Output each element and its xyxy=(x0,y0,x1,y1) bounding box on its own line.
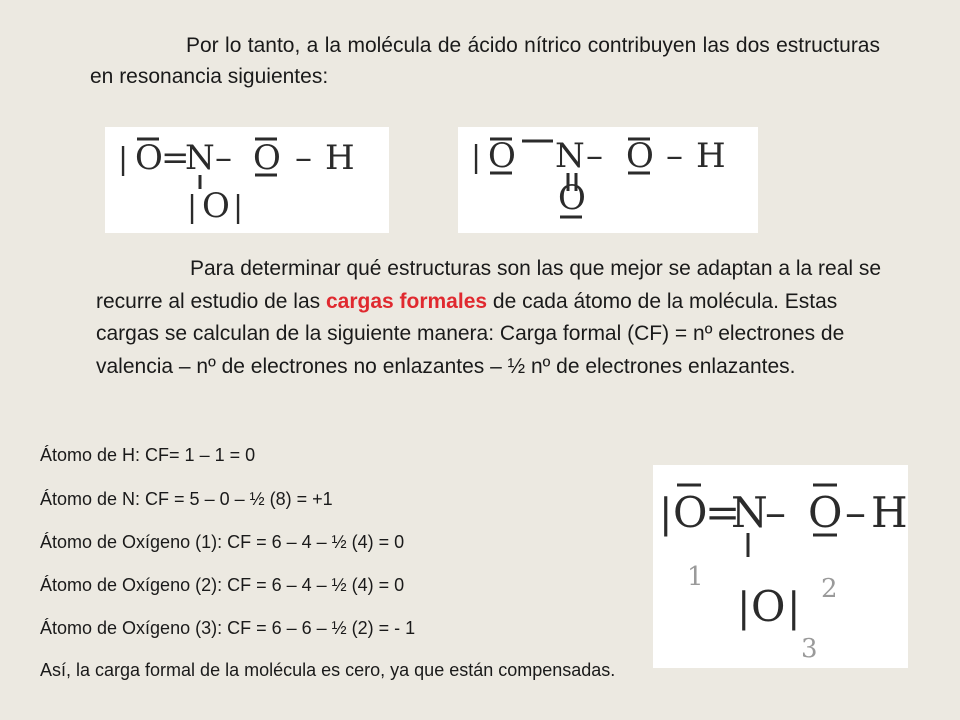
nitrogen: N xyxy=(185,138,215,178)
calc-line-h: Átomo de H: CF= 1 – 1 = 0 xyxy=(40,445,256,465)
oxygen-2: O xyxy=(808,488,843,537)
lone-pair-bar: | xyxy=(118,142,129,177)
bond-single-n-o: – xyxy=(215,138,232,178)
resonance-structure-1 xyxy=(105,127,389,233)
formal-charge-highlight: cargas formales xyxy=(325,289,488,313)
labeled-molecule xyxy=(653,465,908,668)
oxygen-left: O xyxy=(488,136,516,176)
lone-pair-bar: | xyxy=(187,190,198,225)
oxygen-1: O xyxy=(673,488,708,537)
explanation-before: Para determinar qué estructuras son las que mejor se adaptan a la real se recurre al estudio de las xyxy=(96,257,882,313)
oxygen-3: O xyxy=(751,582,786,631)
lone-pair-bar: | xyxy=(787,585,801,631)
calc-line-o3: Átomo de Oxígeno (3): CF = 6 – 6 – ½ (2) = - 1 xyxy=(40,618,416,638)
oxygen-bottom: O xyxy=(202,186,230,226)
lone-pair-bar: | xyxy=(471,140,482,175)
oxygen-left: O xyxy=(135,138,163,178)
calc-line-o2: Átomo de Oxígeno (2): CF = 6 – 4 – ½ (4) = 0 xyxy=(40,575,405,595)
intro-paragraph xyxy=(90,30,880,92)
label-3: 3 xyxy=(801,634,818,664)
bond-single-n-o: – xyxy=(586,136,603,176)
bond-double: = xyxy=(705,488,741,537)
label-2: 2 xyxy=(821,574,838,604)
bond-single-o-h: – xyxy=(845,488,866,537)
bond-single-n-o: – xyxy=(765,488,786,537)
hydrogen: H xyxy=(325,138,355,178)
intro-text: Por lo tanto, a la molécula de ácido nítrico contribuyen las dos estructuras en resonancia siguientes: xyxy=(90,34,880,88)
oxygen-bottom: O xyxy=(558,178,586,218)
hydrogen: H xyxy=(871,488,908,537)
bond-single-o-h: – xyxy=(666,136,683,176)
conclusion-text: Así, la carga formal de la molécula es cero, ya que están compensadas. xyxy=(40,660,616,680)
hydrogen: H xyxy=(696,136,726,176)
calc-line-o1: Átomo de Oxígeno (1): CF = 6 – 4 – ½ (4) = 0 xyxy=(40,532,405,552)
nitrogen: N xyxy=(731,488,768,537)
explanation-after: de cada átomo de la molécula. Estas cargas se calculan de la siguiente manera: Carga formal (CF) = nº electrones de valencia – nº de electrones no enlazantes – ½ nº de electrones enlazantes. xyxy=(96,289,845,378)
lone-pair-bar: | xyxy=(233,190,244,225)
bond-single-o-h: – xyxy=(295,138,312,178)
lone-pair-bar: | xyxy=(659,491,673,537)
nitrogen: N xyxy=(555,136,585,176)
lone-pair-bar: | xyxy=(737,585,751,631)
label-1: 1 xyxy=(687,562,704,592)
oxygen-right: O xyxy=(253,138,281,178)
calc-line-n: Átomo de N: CF = 5 – 0 – ½ (8) = +1 xyxy=(40,489,333,509)
explanation-paragraph xyxy=(96,253,896,383)
oxygen-right: O xyxy=(626,136,654,176)
bond-double: = xyxy=(161,138,190,178)
resonance-structure-2 xyxy=(458,127,758,233)
